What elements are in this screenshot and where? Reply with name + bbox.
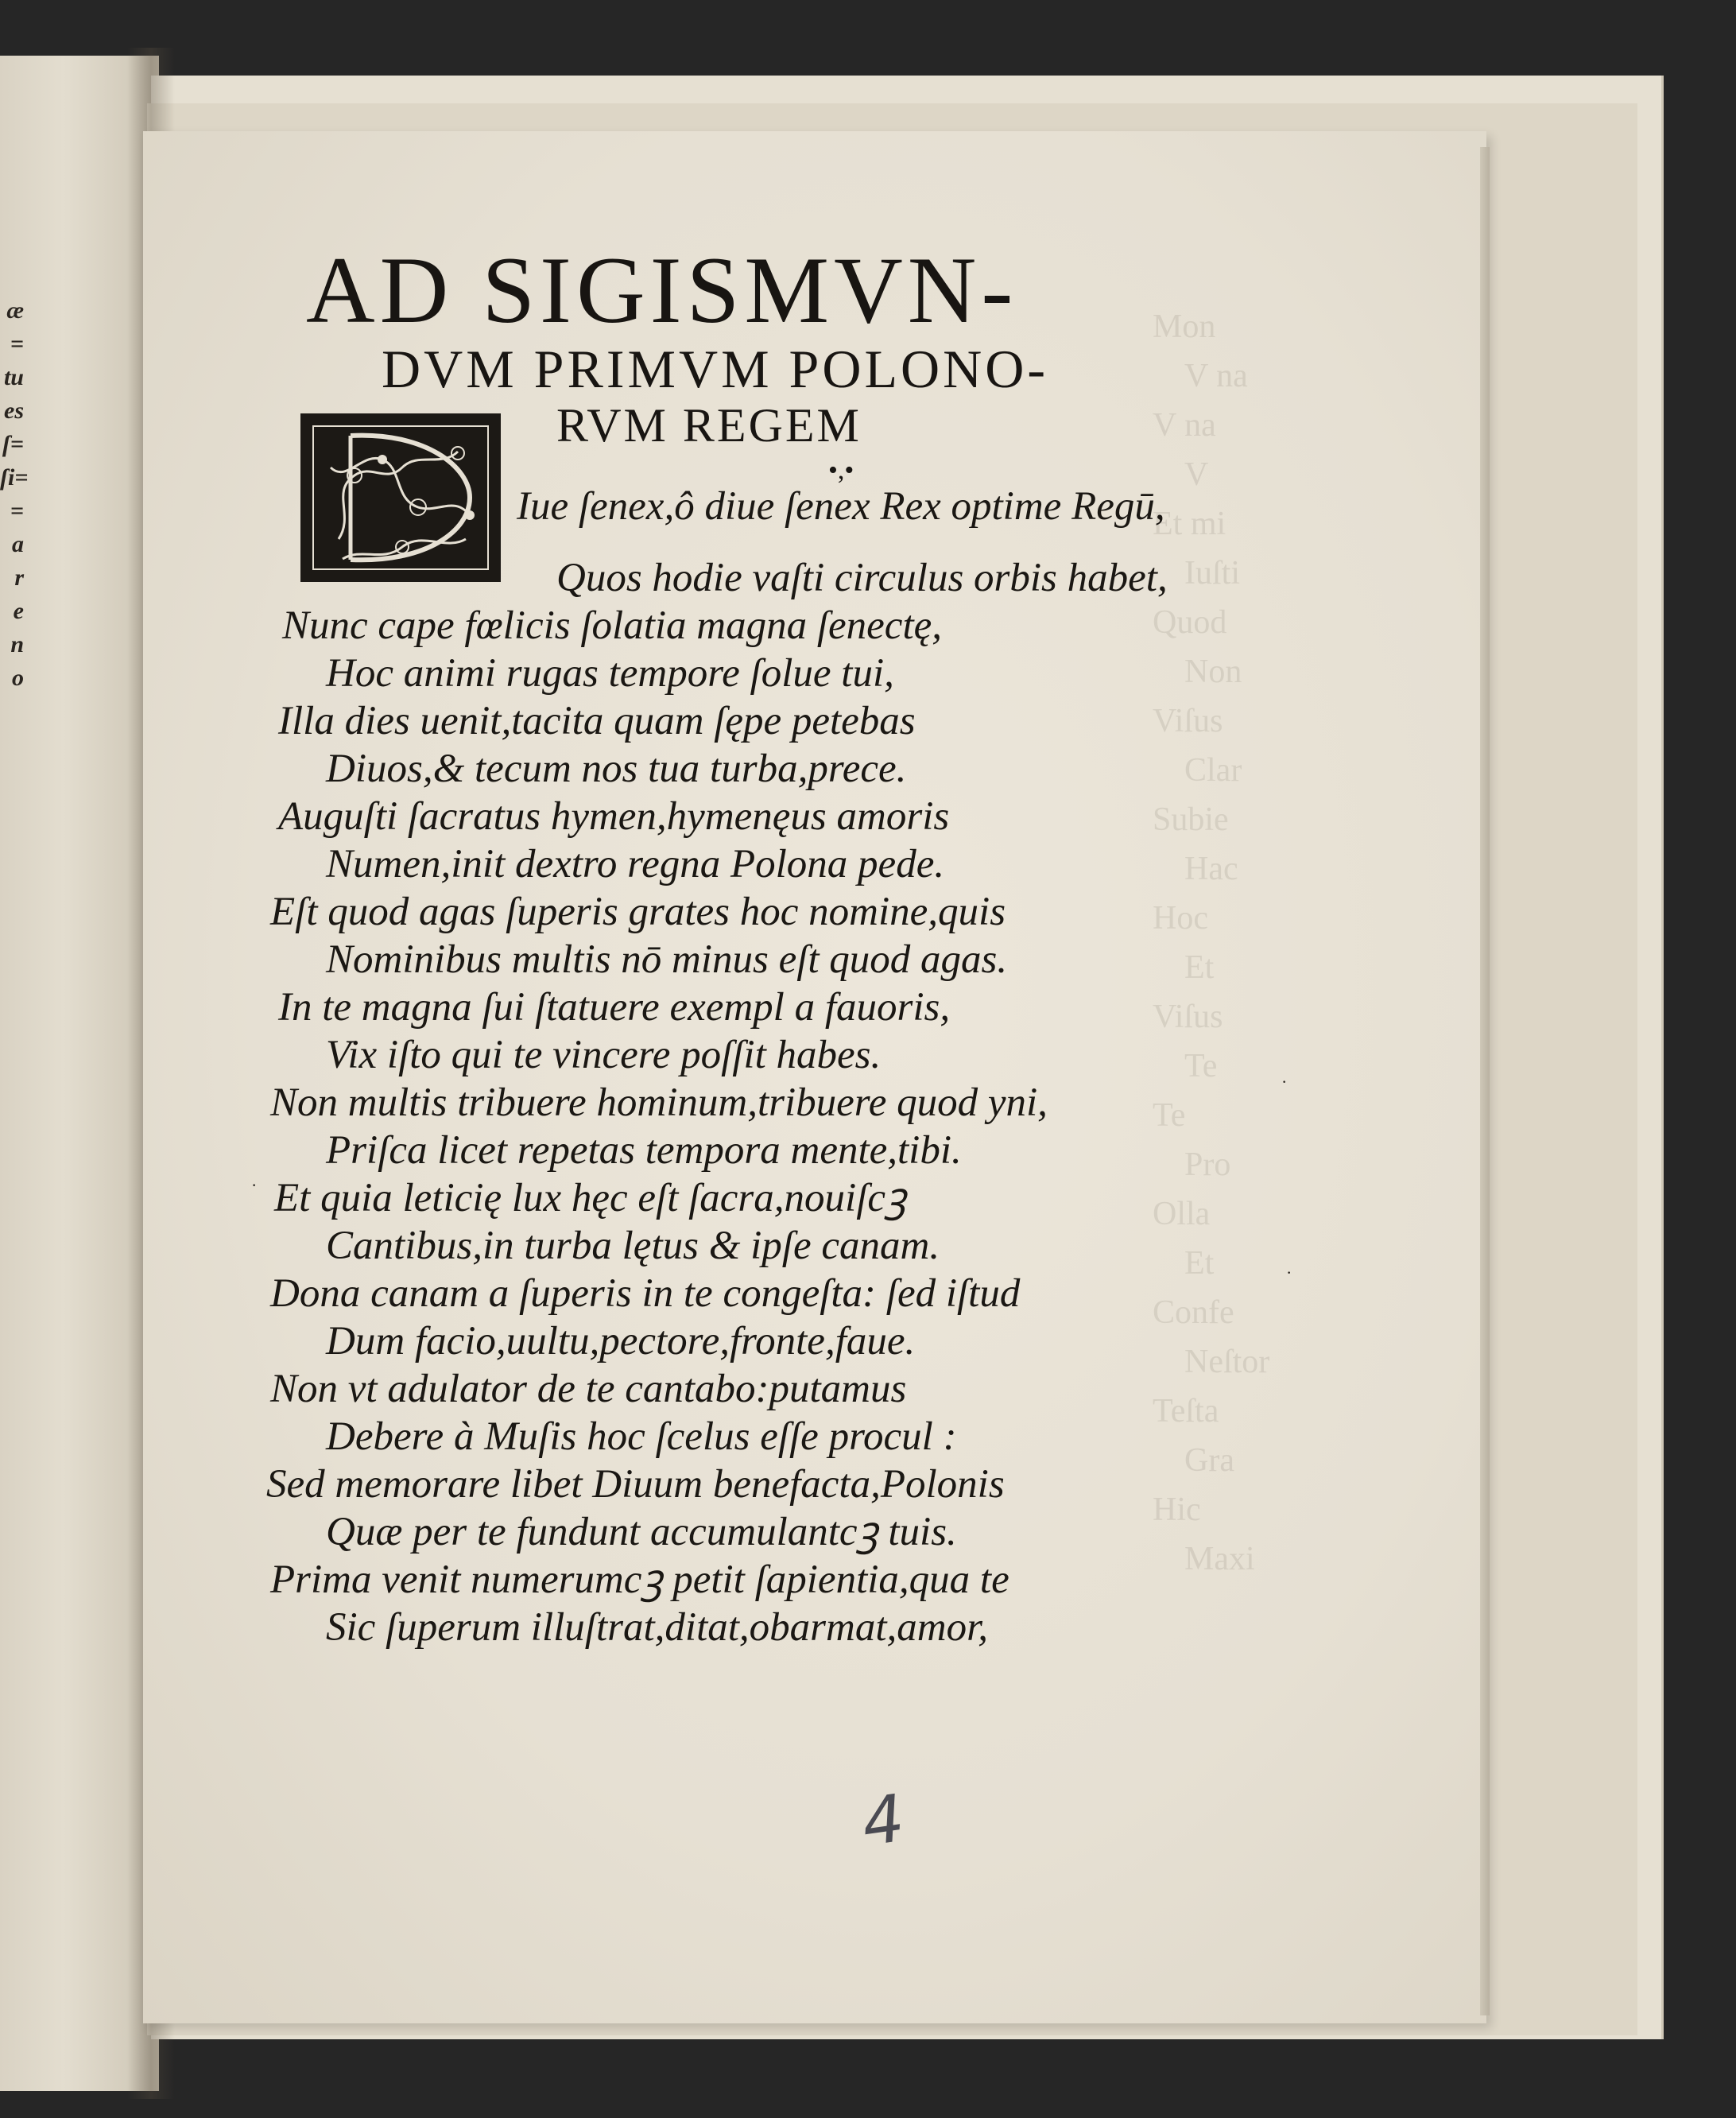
- show-through-word: Et mi: [1153, 506, 1226, 542]
- verse-line: Dona canam a ſuperis in te congeſta: ſed iſtud: [270, 1271, 1021, 1316]
- left-page-fragment: n: [10, 631, 24, 658]
- show-through-word: Hoc: [1153, 900, 1208, 937]
- verse-line: Iue ſenex,ô diue ſenex Rex optime Regū,: [517, 484, 1165, 529]
- left-page-fragment: =: [10, 498, 24, 524]
- verse-line: Hoc animi rugas tempore ſolue tui,: [326, 651, 894, 696]
- show-through-word: Et: [1184, 949, 1215, 986]
- show-through-word: V: [1184, 456, 1209, 493]
- left-page-fragment: ſ=: [2, 431, 24, 457]
- title-line-2: DVM PRIMVM POLONO-: [382, 339, 1048, 399]
- title-line-3: RVM REGEM: [556, 399, 862, 452]
- verse-line: Diuos,& tecum nos tua turba,prece.: [326, 747, 907, 791]
- show-through-word: Teſta: [1153, 1393, 1219, 1429]
- show-through-word: Viſus: [1153, 999, 1223, 1035]
- left-page-fragment: =: [10, 331, 24, 357]
- verse-line: Quos hodie vaſti circulus orbis habet,: [556, 556, 1168, 600]
- verse-line: Illa dies uenit,tacita quam ſępe petebas: [278, 699, 916, 743]
- show-through-word: Olla: [1153, 1196, 1211, 1232]
- verse-line: Non vt adulator de te cantabo:putamus: [270, 1367, 907, 1411]
- verse-line: Numen,init dextro regna Polona pede.: [326, 842, 945, 886]
- show-through-word: V na: [1184, 358, 1248, 394]
- ink-speck: ·: [251, 1175, 258, 1195]
- page-right-edge: [1480, 147, 1490, 2015]
- show-through-text: [1153, 302, 1391, 1584]
- handwritten-folio-number: 4: [857, 1780, 909, 1862]
- verse-line: Nunc cape fœlicis ſolatia magna ſenectę,: [282, 603, 942, 648]
- show-through-word: Confe: [1153, 1294, 1234, 1331]
- title-ornament: •,•: [828, 456, 854, 485]
- ink-speck: ·: [1281, 1072, 1288, 1092]
- left-page-fragment: r: [14, 564, 24, 591]
- show-through-word: Maxi: [1184, 1541, 1255, 1577]
- verse-line: Dum facio,uultu,pectore,fronte,faue.: [326, 1319, 916, 1364]
- left-page-fragment: ſi=: [0, 464, 29, 491]
- left-page-fragment: es: [4, 398, 24, 424]
- left-page-fragment: a: [12, 531, 24, 557]
- show-through-word: Non: [1184, 654, 1242, 690]
- show-through-word: Iuſti: [1184, 555, 1240, 592]
- verse-line: In te magna ſui ſtatuere exempl a fauoris,: [278, 985, 951, 1030]
- show-through-word: Quod: [1153, 604, 1227, 641]
- verse-line: Non multis tribuere hominum,tribuere quod yni,: [270, 1080, 1048, 1125]
- woodcut-initial-d: [300, 413, 501, 582]
- show-through-word: Hic: [1153, 1492, 1201, 1528]
- verse-line: Auguſti ſacratus hymen,hymenęus amoris: [278, 794, 950, 839]
- verse-line: Nominibus multis nō minus eſt quod agas.: [326, 937, 1008, 982]
- show-through-word: Pro: [1184, 1146, 1231, 1183]
- show-through-word: Te: [1184, 1048, 1218, 1084]
- show-through-word: Neſtor: [1184, 1344, 1270, 1380]
- left-page-fragment: o: [12, 665, 24, 691]
- show-through-word: Gra: [1184, 1442, 1234, 1479]
- verse-line: Et quia leticię lux hęc eſt ſacra,nouiſcꝫ: [274, 1176, 907, 1220]
- verse-line: Debere à Muſis hoc ſcelus eſſe procul :: [326, 1414, 957, 1459]
- show-through-word: Subie: [1153, 801, 1229, 838]
- verse-line: Sed memorare libet Diuum benefacta,Polonis: [266, 1462, 1005, 1507]
- verse-line: Eſt quod agas ſuperis grates hoc nomine,quis: [270, 890, 1006, 934]
- show-through-word: Mon: [1153, 308, 1216, 345]
- verse-line: Prima venit numerumcꝫ petit ſapientia,qua te: [270, 1557, 1009, 1602]
- left-page-text-fragments: [0, 294, 29, 695]
- show-through-word: Te: [1153, 1097, 1186, 1134]
- ink-speck: ·: [1286, 1263, 1292, 1282]
- left-page-fragment: tu: [3, 364, 24, 390]
- show-through-word: Hac: [1184, 851, 1238, 887]
- verse-line: Quæ per te fundunt accumulantcꝫ tuis.: [326, 1510, 957, 1554]
- title-line-1: AD SIGISMVN-: [306, 237, 1018, 343]
- verse-line: Sic ſuperum illuſtrat,ditat,obarmat,amor,: [326, 1605, 989, 1650]
- verse-line: Priſca licet repetas tempora mente,tibi.: [326, 1128, 962, 1173]
- left-page-fragment: æ: [6, 297, 24, 324]
- verse-line: Vix iſto qui te vincere poſſit habes.: [326, 1033, 882, 1077]
- show-through-word: Et: [1184, 1245, 1215, 1282]
- show-through-word: Viſus: [1153, 703, 1223, 739]
- floral-initial-icon: [307, 420, 494, 576]
- left-page-fragment: e: [13, 598, 24, 624]
- verse-line: Cantibus,in turba lętus & ipſe canam.: [326, 1224, 940, 1268]
- show-through-word: V na: [1153, 407, 1216, 444]
- show-through-word: Clar: [1184, 752, 1242, 789]
